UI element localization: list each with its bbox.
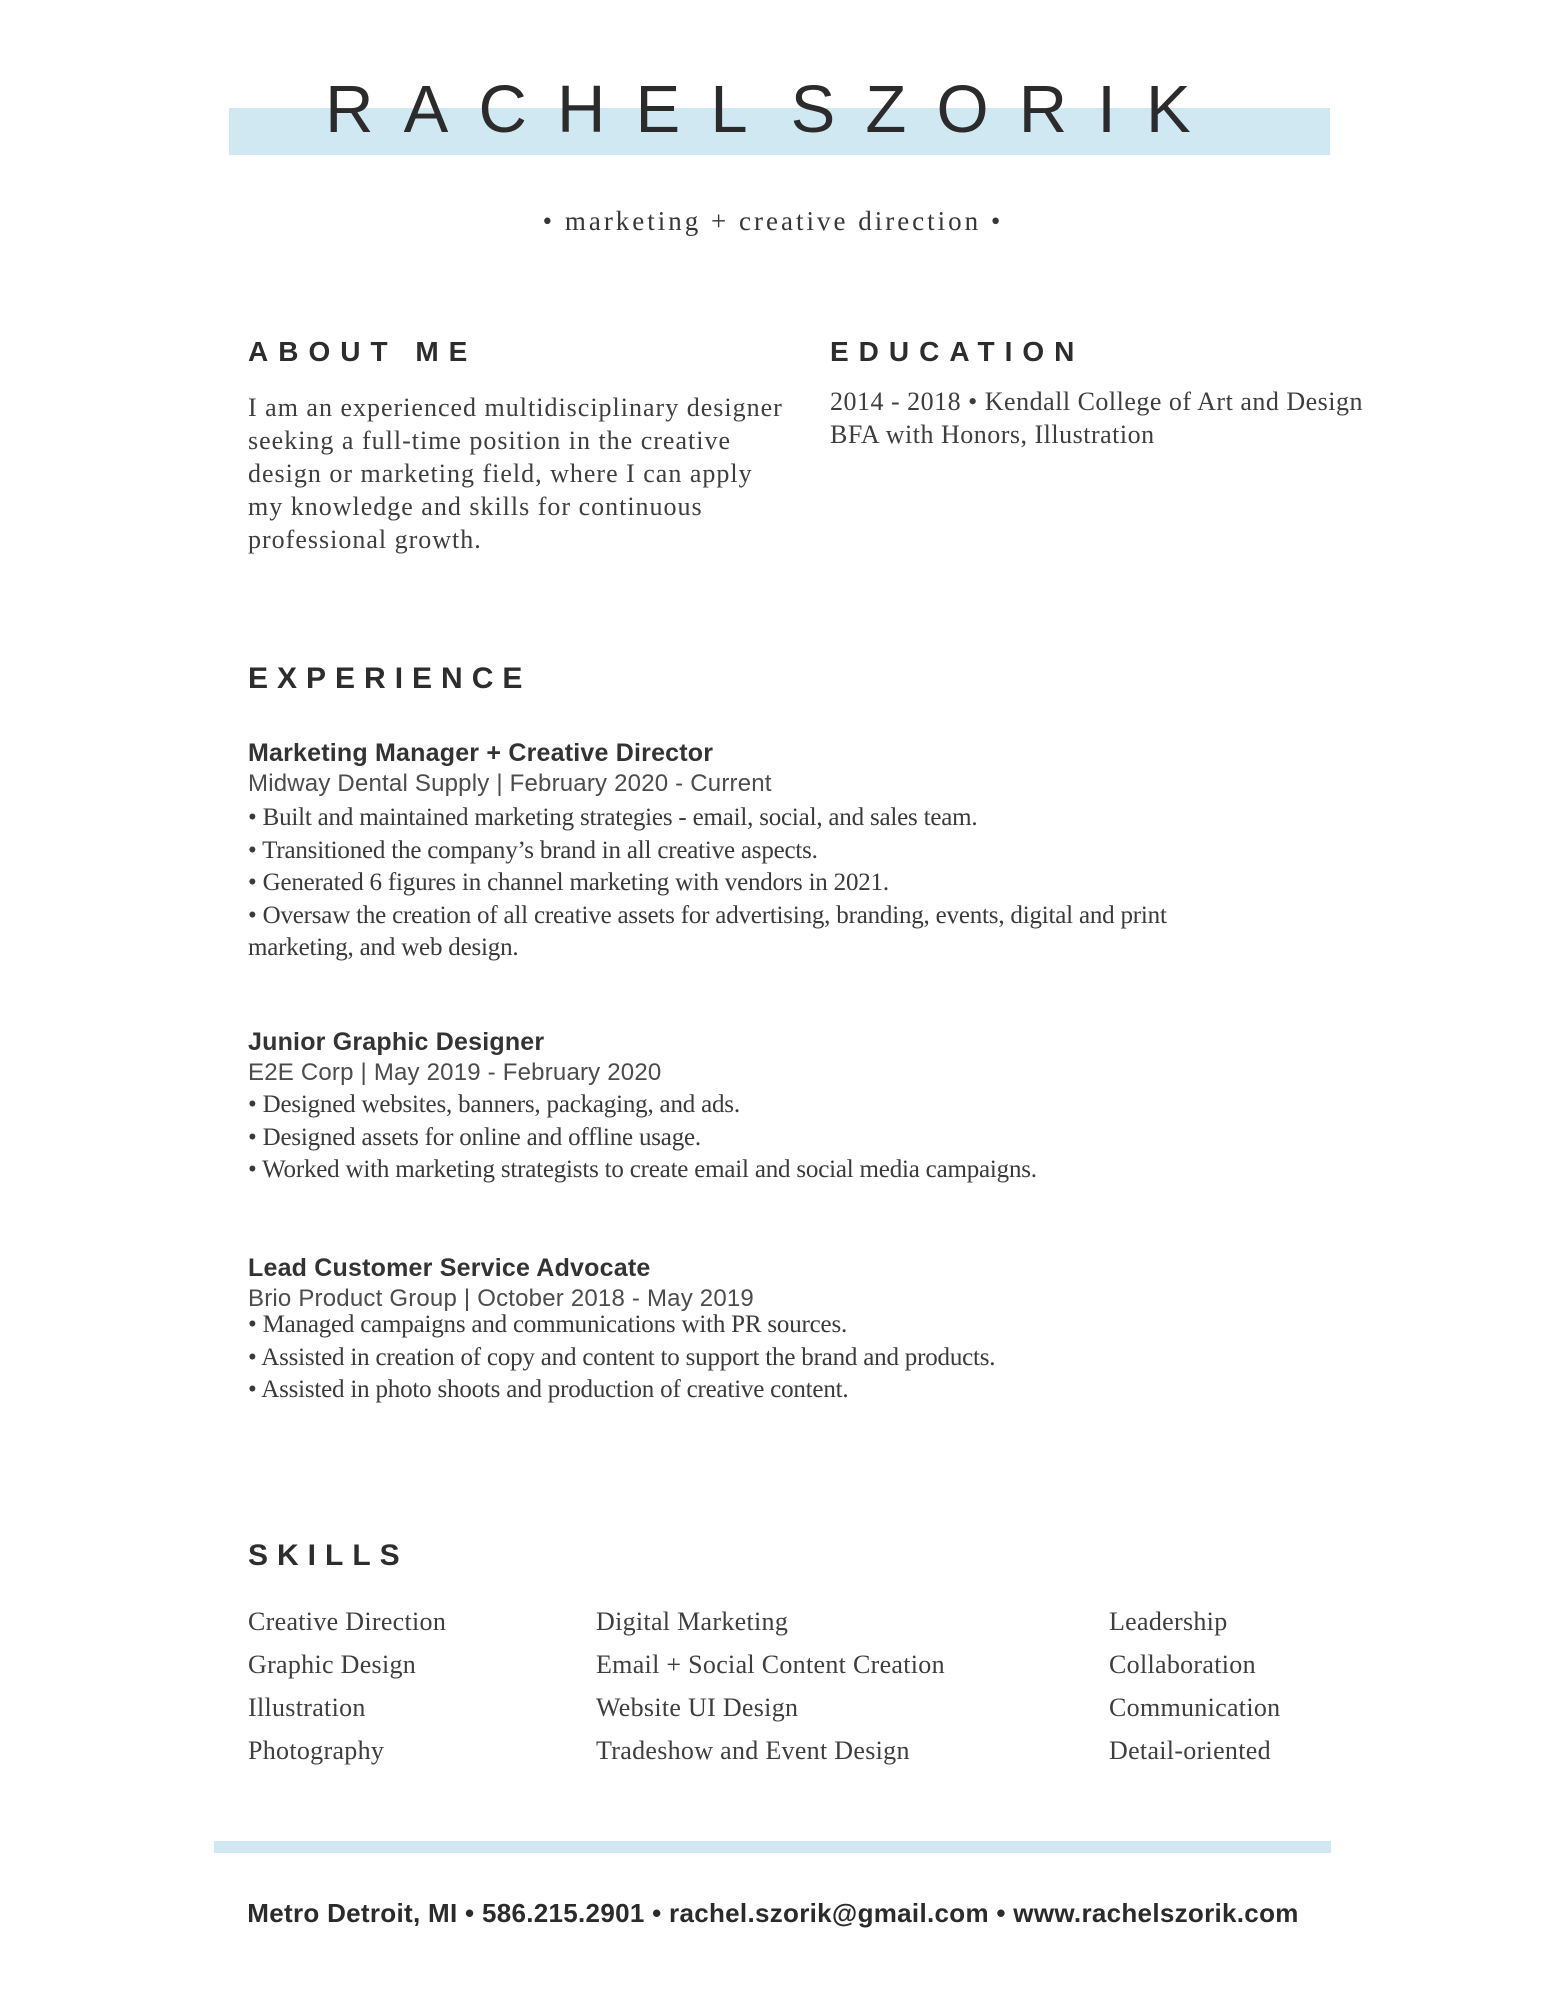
- about-paragraph: [248, 391, 783, 556]
- skills-column-1: [248, 1600, 446, 1772]
- education-line: 2014 - 2018 • Kendall College of Art and Design: [830, 387, 1364, 416]
- job-meta: Midway Dental Supply | February 2020 - Current: [248, 770, 772, 797]
- job-bullet: • Transitioned the company’s brand in all creative aspects.: [248, 836, 818, 864]
- about-line: design or marketing field, where I can apply: [248, 459, 753, 488]
- job-title: Lead Customer Service Advocate: [248, 1254, 651, 1282]
- job-meta: Brio Product Group | October 2018 - May 2019: [248, 1285, 754, 1312]
- about-line: professional growth.: [248, 525, 482, 554]
- skill-item: Tradeshow and Event Design: [596, 1736, 910, 1765]
- job-title: Junior Graphic Designer: [248, 1028, 545, 1056]
- skills-column-3: [1109, 1600, 1280, 1772]
- skill-item: Creative Direction: [248, 1607, 447, 1636]
- job-bullet: • Built and maintained marketing strategies - email, social, and sales team.: [248, 804, 978, 831]
- skill-item: Leadership: [1109, 1607, 1228, 1636]
- about-line: seeking a full-time position in the creative: [248, 426, 731, 455]
- job-bullet: • Designed websites, banners, packaging, and ads.: [248, 1091, 740, 1118]
- skill-item: Website UI Design: [596, 1693, 799, 1722]
- footer-accent-bar: [214, 1841, 1331, 1853]
- contact-info: Metro Detroit, MI • 586.215.2901 • rachel.szorik@gmail.com • www.rachelszorik.com: [247, 1898, 1299, 1928]
- job-bullet: • Assisted in photo shoots and production of creative content.: [248, 1376, 849, 1403]
- skill-item: Detail-oriented: [1109, 1736, 1271, 1765]
- tagline: • marketing + creative direction •: [542, 206, 1004, 236]
- education-line: BFA with Honors, Illustration: [830, 420, 1155, 449]
- job-bullet: • Managed campaigns and communications with PR sources.: [248, 1311, 848, 1338]
- skill-item: Graphic Design: [248, 1650, 417, 1679]
- job-bullet: • Worked with marketing strategists to create email and social media campaigns.: [248, 1156, 1037, 1183]
- job-bullet: • Assisted in creation of copy and content to support the brand and products.: [248, 1343, 996, 1371]
- job-meta: E2E Corp | May 2019 - February 2020: [248, 1059, 662, 1086]
- skill-item: Digital Marketing: [596, 1607, 789, 1636]
- job-bullet: • Oversaw the creation of all creative assets for advertising, branding, events, digital and print: [248, 901, 1167, 929]
- job-bullet: marketing, and web design.: [248, 934, 519, 961]
- skills-heading: SKILLS: [248, 1539, 409, 1572]
- person-name: RACHEL SZORIK: [325, 72, 1221, 147]
- about-line: my knowledge and skills for continuous: [248, 492, 703, 521]
- job-bullet-list: [248, 802, 1167, 965]
- education-details: [830, 385, 1363, 451]
- job-bullet-list: [248, 1089, 1037, 1187]
- skills-column-2: [596, 1600, 945, 1772]
- job-bullet: • Designed assets for online and offline usage.: [248, 1123, 701, 1151]
- skill-item: Email + Social Content Creation: [596, 1650, 945, 1679]
- skill-item: Collaboration: [1109, 1650, 1256, 1679]
- skill-item: Illustration: [248, 1693, 366, 1722]
- job-bullet-list: [248, 1309, 995, 1407]
- skill-item: Communication: [1109, 1693, 1281, 1722]
- about-line: I am an experienced multidisciplinary designer: [248, 393, 783, 422]
- skill-item: Photography: [248, 1736, 385, 1765]
- job-bullet: • Generated 6 figures in channel marketing with vendors in 2021.: [248, 869, 889, 896]
- experience-heading: EXPERIENCE: [248, 662, 532, 695]
- job-title: Marketing Manager + Creative Director: [248, 739, 714, 767]
- about-heading: ABOUT ME: [248, 336, 478, 367]
- education-heading: EDUCATION: [830, 336, 1085, 367]
